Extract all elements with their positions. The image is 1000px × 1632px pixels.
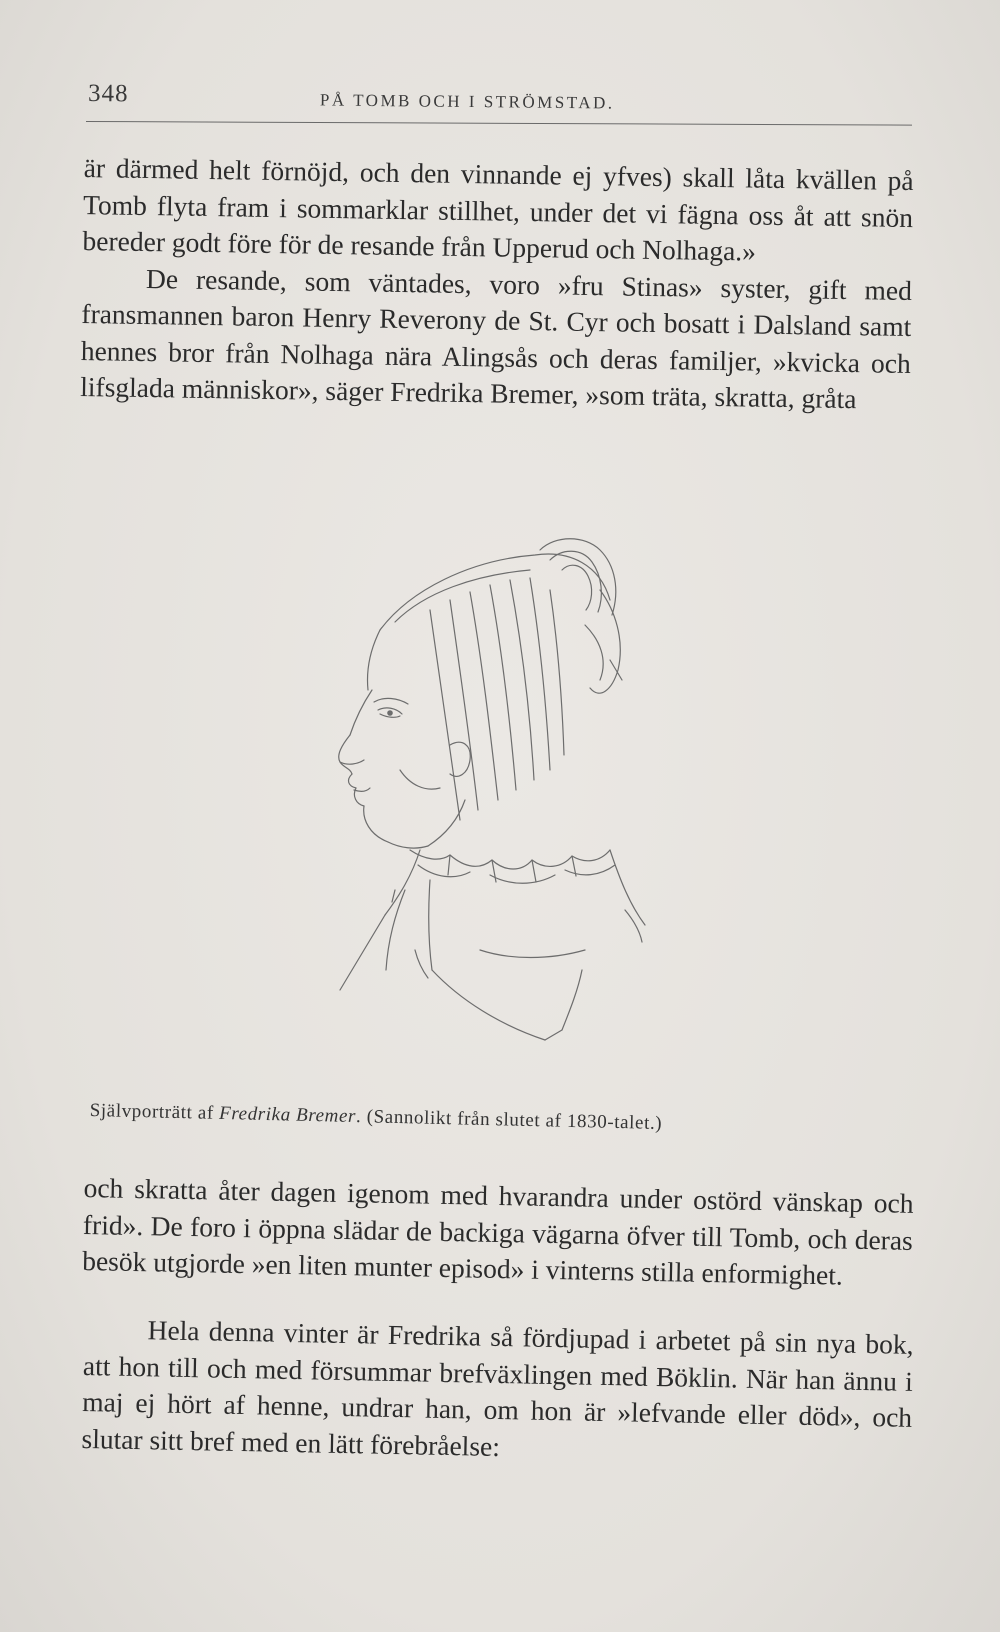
paragraph-3: Hela denna vinter är Fredrika så fördjupad i arbetet på sin nya bok, att hon till och med försummar brefväxlingen med Böklin. När han ännu i maj ej hört af henne, undrar han, om hon är »lefvande eller död», och slutar sitt bref med en lätt förebråelse: xyxy=(81,1314,914,1462)
paragraph-continued-bottom: och skratta åter dagen igenom med hvarandra under ostörd vänskap och frid». De foro i öppna slädar de backiga vägarna öfver till Tomb, och deras besök utgjorde »en liten munter episod» i vinterns stilla enformighet. xyxy=(81,1171,914,1291)
body-text-final xyxy=(81,1311,914,1473)
page-number: 348 xyxy=(87,80,129,108)
page-header xyxy=(88,80,918,121)
caption-prefix: Självporträtt af xyxy=(89,1100,220,1124)
paragraph-continued-top: är därmed helt förnöjd, och den vinnande ej yfves) skall låta kvällen på Tomb flyta fram i sommarklar stillhet, under det vi fägna oss åt att snön bereder godt före för de resande från Upperud och Nolhaga.» xyxy=(82,151,914,267)
portrait-sketch-icon xyxy=(300,530,720,1090)
paragraph-2: De resande, som väntades, voro »fru Stinas» syster, gift med fransmannen baron Henry Reverony de St. Cyr och bosatt i Dalsland samt hennes bror från Nolhaga nära Alingsås och deras familjer, »kvicka och lifsglada människor», säger Fredrika Bremer, »som träta, skratta, gråta xyxy=(80,262,913,415)
body-text-top xyxy=(80,150,914,419)
header-divider xyxy=(86,121,912,126)
body-text-bottom xyxy=(82,1170,914,1295)
caption-author: Fredrika Bremer xyxy=(218,1102,357,1128)
figure-caption xyxy=(90,1100,920,1141)
caption-suffix: . (Sannolikt från slutet af 1830-talet.) xyxy=(355,1106,663,1134)
running-title: PÅ TOMB OCH I STRÖMSTAD. xyxy=(319,90,615,113)
